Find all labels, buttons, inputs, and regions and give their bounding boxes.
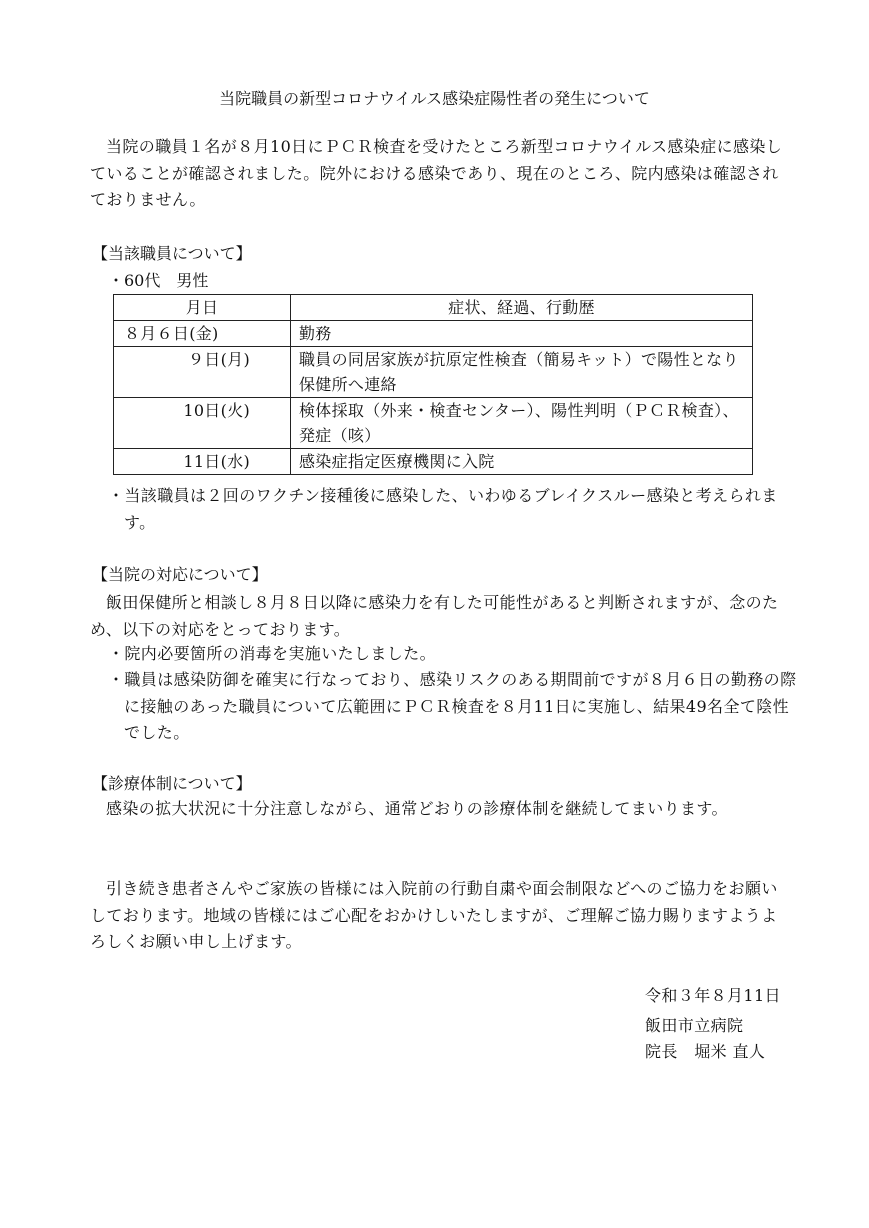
history-table xyxy=(113,294,753,475)
response-section-heading: 【当院の対応について】 xyxy=(92,565,268,584)
response-bullet: ・職員は感染防御を確実に行なっており、感染リスクのある期間前ですが８月６日の勤務の際に接触のあった職員について広範囲にＰＣＲ検査を８月11日に実施し、結果49名全て陰性でした。 xyxy=(108,670,797,742)
clinic-paragraph: 感染の拡大状況に十分注意しながら、通常どおりの診療体制を継続してまいります。 xyxy=(106,799,728,818)
breakthrough-note: ・当該職員は２回のワクチン接種後に感染した、いわゆるブレイクスルー感染と考えられます。 xyxy=(108,486,778,532)
row-detail: 職員の同居家族が抗原定性検査（簡易キット）で陽性となり保健所へ連絡 xyxy=(291,347,753,398)
row-date: ８月６日(金) xyxy=(114,321,291,347)
closing-paragraph: 引き続き患者さんやご家族の皆様には入院前の行動自粛や面会制限などへのご協力をお願いしております。地域の皆様にはご心配をおかけしいたしますが、ご理解ご協力賜りますようよろしくお願い申し上げます。 xyxy=(90,879,778,951)
staff-section-heading: 【当該職員について】 xyxy=(92,244,252,263)
table-header-row xyxy=(114,295,753,321)
column-header-date: 月日 xyxy=(114,295,291,321)
table-row xyxy=(114,347,753,398)
row-date: 11日(水) xyxy=(114,449,291,475)
clinic-section-heading: 【診療体制について】 xyxy=(92,774,252,793)
signature-date: 令和３年８月11日 xyxy=(645,986,781,1005)
row-detail: 感染症指定医療機関に入院 xyxy=(291,449,753,475)
row-date: ９日(月) xyxy=(114,347,291,398)
column-header-detail: 症状、経過、行動歴 xyxy=(291,295,753,321)
table-row xyxy=(114,321,753,347)
document-title: 当院職員の新型コロナウイルス感染症陽性者の発生について xyxy=(219,89,650,108)
response-bullet: ・院内必要箇所の消毒を実施いたしました。 xyxy=(108,644,437,663)
row-detail: 検体採取（外来・検査センター）、陽性判明（ＰＣＲ検査）、発症（咳） xyxy=(291,398,753,449)
row-date: 10日(火) xyxy=(114,398,291,449)
table-row xyxy=(114,398,753,449)
response-paragraph: 飯田保健所と相談し８月８日以降に感染力を有した可能性があると判断されますが、念のため、以下の対応をとっております。 xyxy=(90,593,779,639)
row-detail: 勤務 xyxy=(291,321,753,347)
signature-person: 院長 堀米 直人 xyxy=(645,1042,766,1061)
staff-profile: ・60代 男性 xyxy=(108,271,209,290)
table-row xyxy=(114,449,753,475)
intro-paragraph: 当院の職員１名が８月10日にＰＣＲ検査を受けたところ新型コロナウイルス感染症に感染していることが確認されました。院外における感染であり、現在のところ、院内感染は確認されておりません。 xyxy=(90,137,783,209)
signature-organization: 飯田市立病院 xyxy=(645,1016,744,1035)
